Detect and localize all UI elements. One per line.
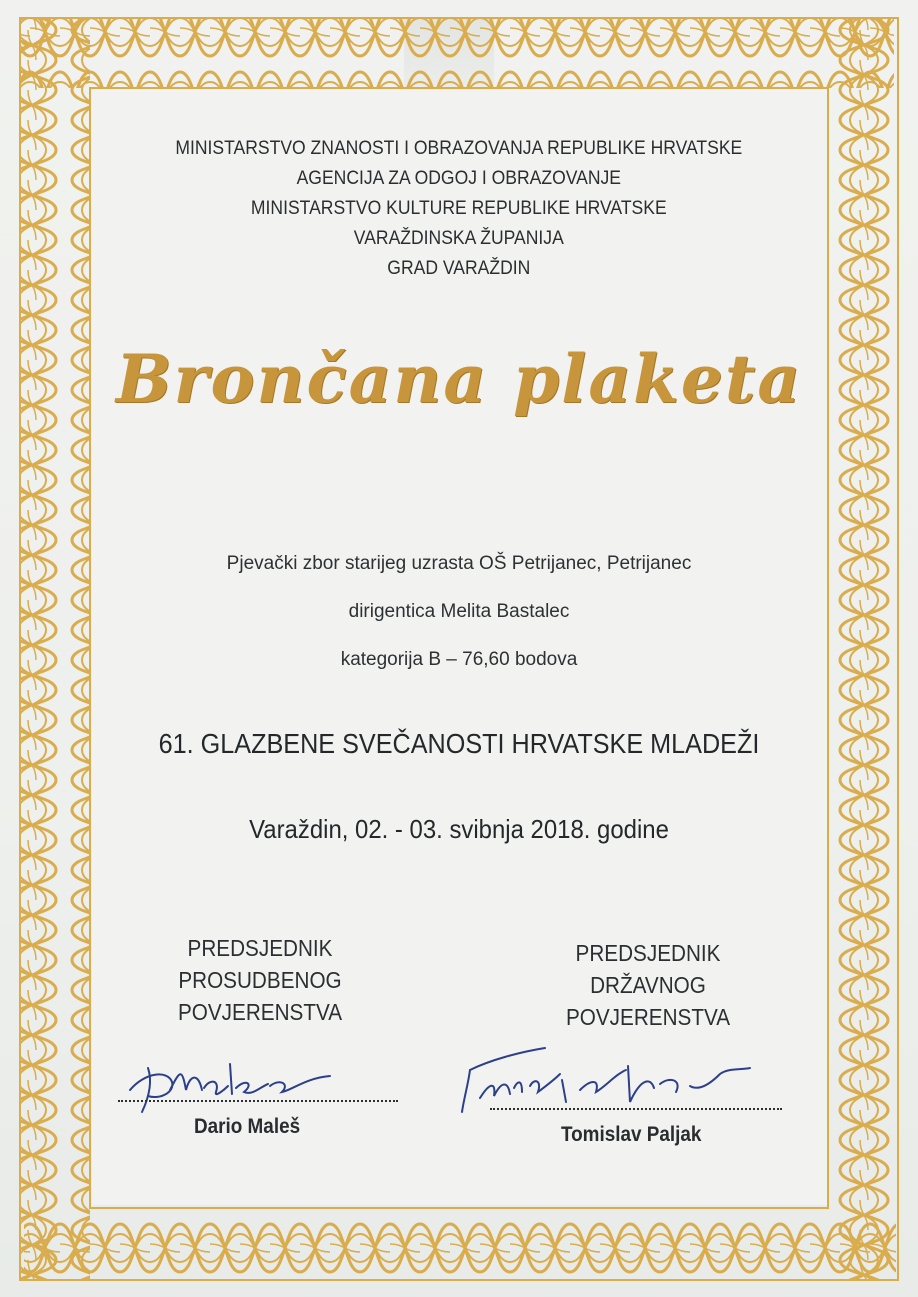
institution-line: VARAŽDINSKA ŽUPANIJA bbox=[353, 227, 564, 249]
awardee-choir: Pjevački zbor starijeg uzrasta OŠ Petrijanec, Petrijanec bbox=[226, 553, 692, 574]
right-signatory-title bbox=[528, 937, 768, 1033]
issuing-institutions bbox=[46, 133, 872, 283]
signatory-title-line: PREDSJEDNIK bbox=[187, 935, 333, 961]
left-signatory-name: Dario Maleš bbox=[194, 1115, 301, 1138]
signatory-title-line: DRŽAVNOG bbox=[590, 972, 706, 998]
signatory-title-line: POVJERENSTVA bbox=[177, 999, 343, 1025]
award-title: Brončana plaketa bbox=[115, 340, 803, 418]
left-handwritten-signature bbox=[120, 1050, 350, 1125]
left-signature-line bbox=[118, 1100, 398, 1102]
institution-line: MINISTARSTVO ZNANOSTI I OBRAZOVANJA REPUBLIKE HRVATSKE bbox=[175, 137, 743, 159]
right-signature-line bbox=[490, 1108, 782, 1110]
event-name: 61. GLAZBENE SVEČANOSTI HRVATSKE MLADEŽI bbox=[158, 728, 760, 759]
signatory-title-line: PREDSJEDNIK bbox=[575, 940, 721, 966]
right-handwritten-signature bbox=[450, 1040, 770, 1125]
institution-line: AGENCIJA ZA ODGOJ I OBRAZOVANJE bbox=[296, 167, 622, 189]
right-signatory-name: Tomislav Paljak bbox=[561, 1123, 702, 1146]
signatory-title-line: POVJERENSTVA bbox=[565, 1004, 731, 1030]
awardee-conductor: dirigentica Melita Bastalec bbox=[348, 601, 570, 622]
place-and-date: Varaždin, 02. - 03. svibnja 2018. godine bbox=[249, 814, 669, 844]
awardee-category: kategorija B – 76,60 bodova bbox=[340, 649, 578, 670]
institution-line: MINISTARSTVO KULTURE REPUBLIKE HRVATSKE bbox=[250, 197, 667, 219]
signatory-title-line: PROSUDBENOG bbox=[178, 967, 342, 993]
left-signatory-title bbox=[140, 932, 380, 1028]
institution-line: GRAD VARAŽDIN bbox=[387, 257, 531, 279]
